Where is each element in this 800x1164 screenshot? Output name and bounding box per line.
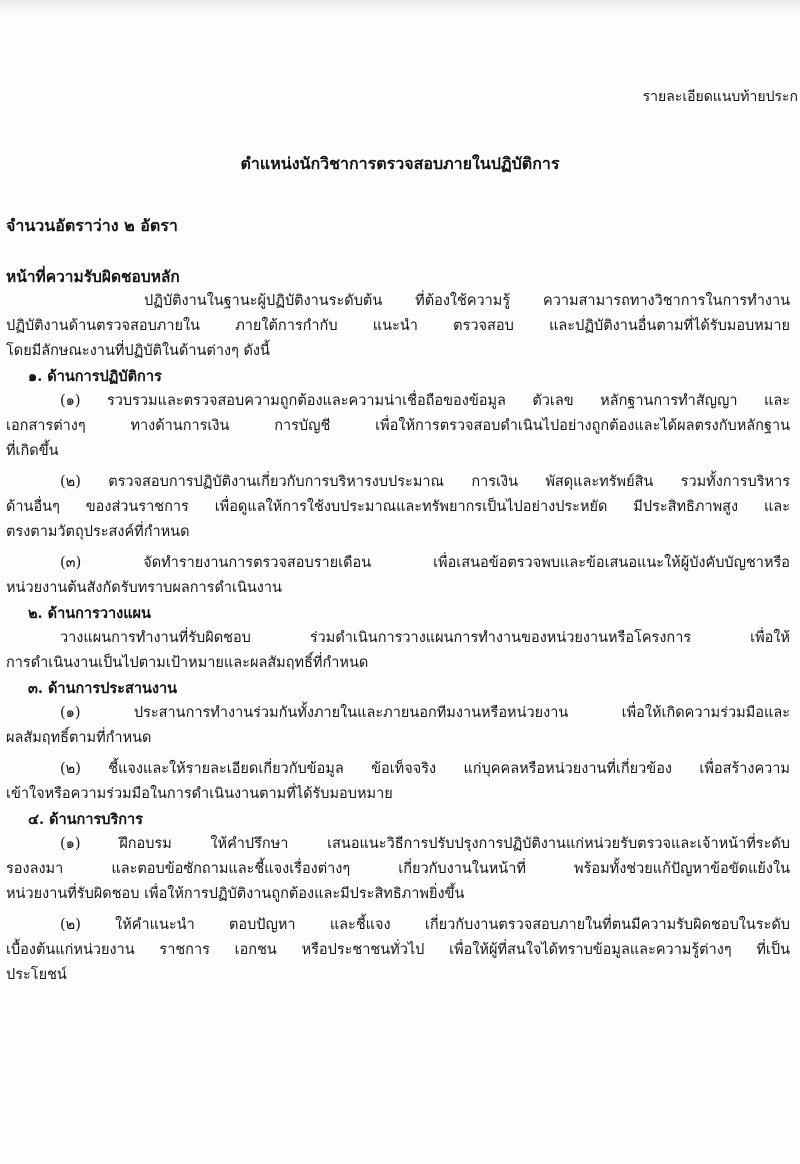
duty-item-line: ผลสัมฤทธิ์ตามที่กำหนด — [6, 730, 152, 746]
duties-heading: หน้าที่ความรับผิดชอบหลัก — [6, 267, 180, 286]
scan-edge-shadow — [0, 0, 800, 14]
duty-item-line: เบื้องต้นแก่หน่วยงาน ราชการ เอกชน หรือประชาชนทั่วไป เพื่อให้ผู้ที่สนใจได้ทราบข้อมูลและความรู้ต่างๆ ที่เป็น — [6, 942, 790, 958]
position-title: ตำแหน่งนักวิชาการตรวจสอบภายในปฏิบัติการ — [240, 154, 560, 173]
duty-item-line: ที่เกิดขึ้น — [6, 443, 59, 459]
duty-item-line: การดำเนินงานเป็นไปตามเป้าหมายและผลสัมฤทธิ์ที่กำหนด — [6, 655, 369, 671]
duty-item-line: เข้าใจหรือความร่วมมือในการดำเนินงานตามที่ได้รับมอบหมาย — [6, 786, 393, 802]
duty-item-line: หน่วยงานต้นสังกัดรับทราบผลการดำเนินงาน — [6, 580, 282, 596]
duties-body — [6, 264, 790, 988]
duty-item-line: (๒) ตรวจสอบการปฏิบัติงานเกี่ยวกับการบริหารงบประมาณ การเงิน พัสดุและทรัพย์สิน รวมทั้งการบริหาร — [60, 474, 790, 490]
intro-line: โดยมีลักษณะงานที่ปฏิบัติในด้านต่างๆ ดังนี้ — [6, 343, 270, 359]
section-heading-service: ๔. ด้านการบริการ — [28, 811, 143, 828]
duty-item-line: (๑) รวบรวมและตรวจสอบความถูกต้องและความน่าเชื่อถือของข้อมูล ตัวเลข หลักฐานการทำสัญญา และ — [60, 393, 790, 409]
section-heading-coordination: ๓. ด้านการประสานงาน — [28, 680, 178, 697]
section-heading-planning: ๒. ด้านการวางแผน — [28, 605, 151, 622]
duty-item-line: (๑) ประสานการทำงานร่วมกันทั้งภายในและภายนอกทีมงานหรือหน่วยงาน เพื่อให้เกิดความร่วมมือและ — [60, 705, 790, 721]
intro-line: ปฏิบัติงานในฐานะผู้ปฏิบัติงานระดับต้น ที่ต้องใช้ความรู้ ความสามารถทางวิชาการในการทำงาน — [144, 293, 790, 309]
duty-item-line: ตรงตามวัตถุประสงค์ที่กำหนด — [6, 524, 190, 540]
vacancy-count: จำนวนอัตราว่าง ๒ อัตรา — [6, 216, 178, 235]
attachment-reference: รายละเอียดแนบท้ายประก — [642, 89, 798, 105]
section-heading-operations: ๑. ด้านการปฏิบัติการ — [28, 368, 162, 385]
duty-item-line: ประโยชน์ — [6, 967, 67, 983]
duty-item-line: เอกสารต่างๆ ทางด้านการเงิน การบัญชี เพื่อให้การตรวจสอบดำเนินไปอย่างถูกต้องและได้ผลตรงกับหลักฐาน — [6, 418, 790, 434]
duty-item-line: (๒) ให้คำแนะนำ ตอบปัญหา และชี้แจง เกี่ยวกับงานตรวจสอบภายในที่ตนมีความรับผิดชอบในระดับ — [60, 917, 790, 933]
duty-item-line: (๒) ชี้แจงและให้รายละเอียดเกี่ยวกับข้อมูล ข้อเท็จจริง แก่บุคคลหรือหน่วยงานที่เกี่ยวข้อง เพื่อสร้างความ — [60, 761, 790, 777]
duty-item-line: วางแผนการทำงานที่รับผิดชอบ ร่วมดำเนินการวางแผนการทำงานของหน่วยงานหรือโครงการ เพื่อให้ — [60, 630, 790, 646]
duty-item-line: (๓) จัดทำรายงานการตรวจสอบรายเดือน เพื่อเสนอข้อตรวจพบและข้อเสนอแนะให้ผู้บังคับบัญชาหรือ — [60, 555, 790, 571]
duty-item-line: รองลงมา และตอบข้อซักถามและชี้แจงเรื่องต่างๆ เกี่ยวกับงานในหน้าที่ พร้อมทั้งช่วยแก้ปัญหาข้อขัดแย้งใน — [6, 861, 790, 877]
duty-item-line: ด้านอื่นๆ ของส่วนราชการ เพื่อดูแลให้การใช้งบประมาณและทรัพยากรเป็นไปอย่างประหยัด มีประสิทธิภาพสูง และ — [6, 499, 790, 515]
intro-line: ปฏิบัติงานด้านตรวจสอบภายใน ภายใต้การกำกับ แนะนำ ตรวจสอบ และปฏิบัติงานอื่นตามที่ได้รับมอบหมาย — [6, 318, 790, 334]
duty-item-line: (๑) ฝึกอบรม ให้คำปรึกษา เสนอแนะวิธีการปรับปรุงการปฏิบัติงานแก่หน่วยรับตรวจและเจ้าหน้าที่ระดับ — [60, 836, 790, 852]
duty-item-line: หน่วยงานที่รับผิดชอบ เพื่อให้การปฏิบัติงานถูกต้องและมีประสิทธิภาพยิ่งขึ้น — [6, 886, 465, 902]
